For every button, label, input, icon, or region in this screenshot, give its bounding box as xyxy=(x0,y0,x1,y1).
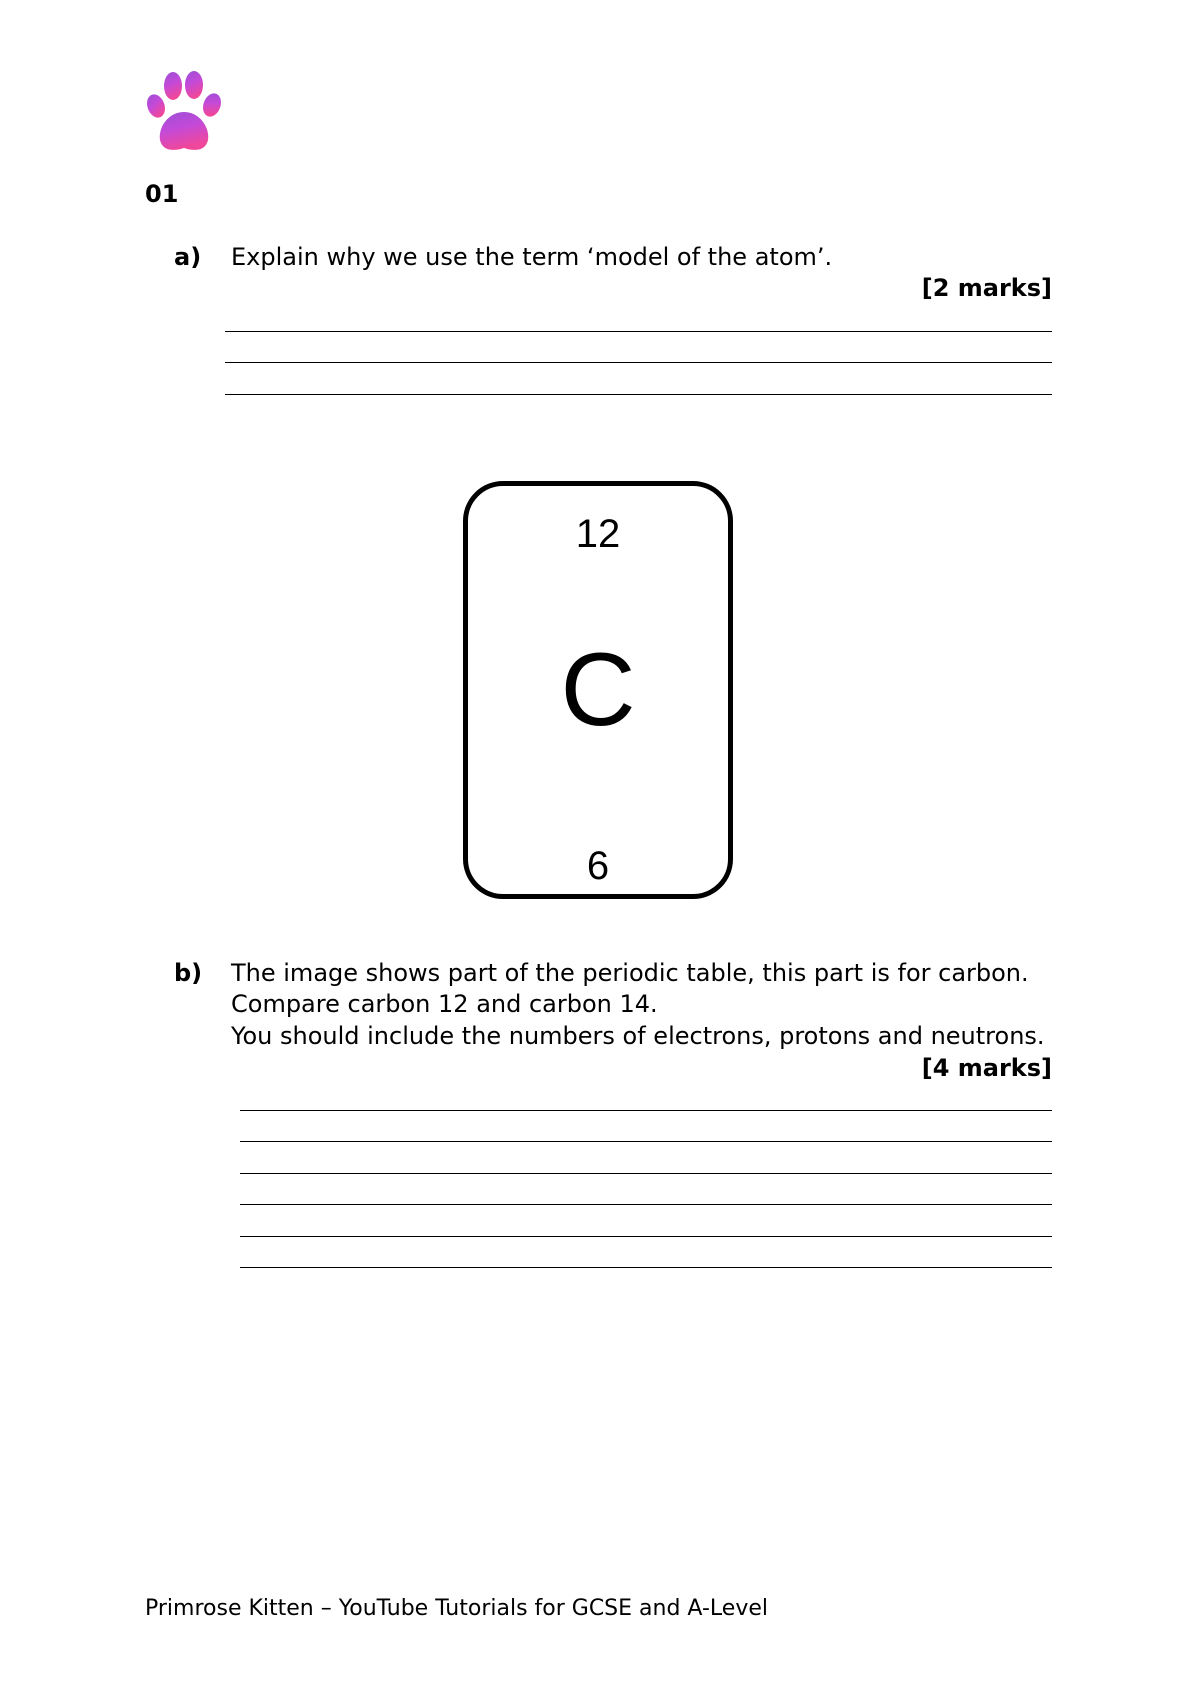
mass-number: 12 xyxy=(575,512,621,556)
part-a-marks: [2 marks] xyxy=(921,274,1052,302)
part-b-question-line: The image shows part of the periodic table, this part is for carbon. xyxy=(231,959,1029,987)
part-b-label: b) xyxy=(174,959,203,987)
periodic-table-element-card xyxy=(463,481,733,899)
answer-line[interactable] xyxy=(240,1141,1052,1142)
answer-line[interactable] xyxy=(240,1204,1052,1205)
part-a-question: Explain why we use the term ‘model of the atom’. xyxy=(231,243,833,271)
part-b-marks: [4 marks] xyxy=(921,1054,1052,1082)
part-b-question-line: Compare carbon 12 and carbon 14. xyxy=(231,990,658,1018)
part-b-question-line: You should include the numbers of electrons, protons and neutrons. xyxy=(231,1022,1045,1050)
question-number: 01 xyxy=(145,180,179,208)
answer-line[interactable] xyxy=(225,362,1052,363)
page-footer: Primrose Kitten – YouTube Tutorials for GCSE and A-Level xyxy=(145,1596,768,1621)
atomic-number: 6 xyxy=(586,844,610,888)
answer-line[interactable] xyxy=(240,1173,1052,1174)
answer-line[interactable] xyxy=(240,1236,1052,1237)
paw-print-logo-icon xyxy=(146,70,222,154)
answer-line[interactable] xyxy=(225,331,1052,332)
answer-line[interactable] xyxy=(225,394,1052,395)
answer-line[interactable] xyxy=(240,1267,1052,1268)
part-a-label: a) xyxy=(174,243,202,271)
element-symbol: C xyxy=(560,632,636,748)
answer-line[interactable] xyxy=(240,1110,1052,1111)
